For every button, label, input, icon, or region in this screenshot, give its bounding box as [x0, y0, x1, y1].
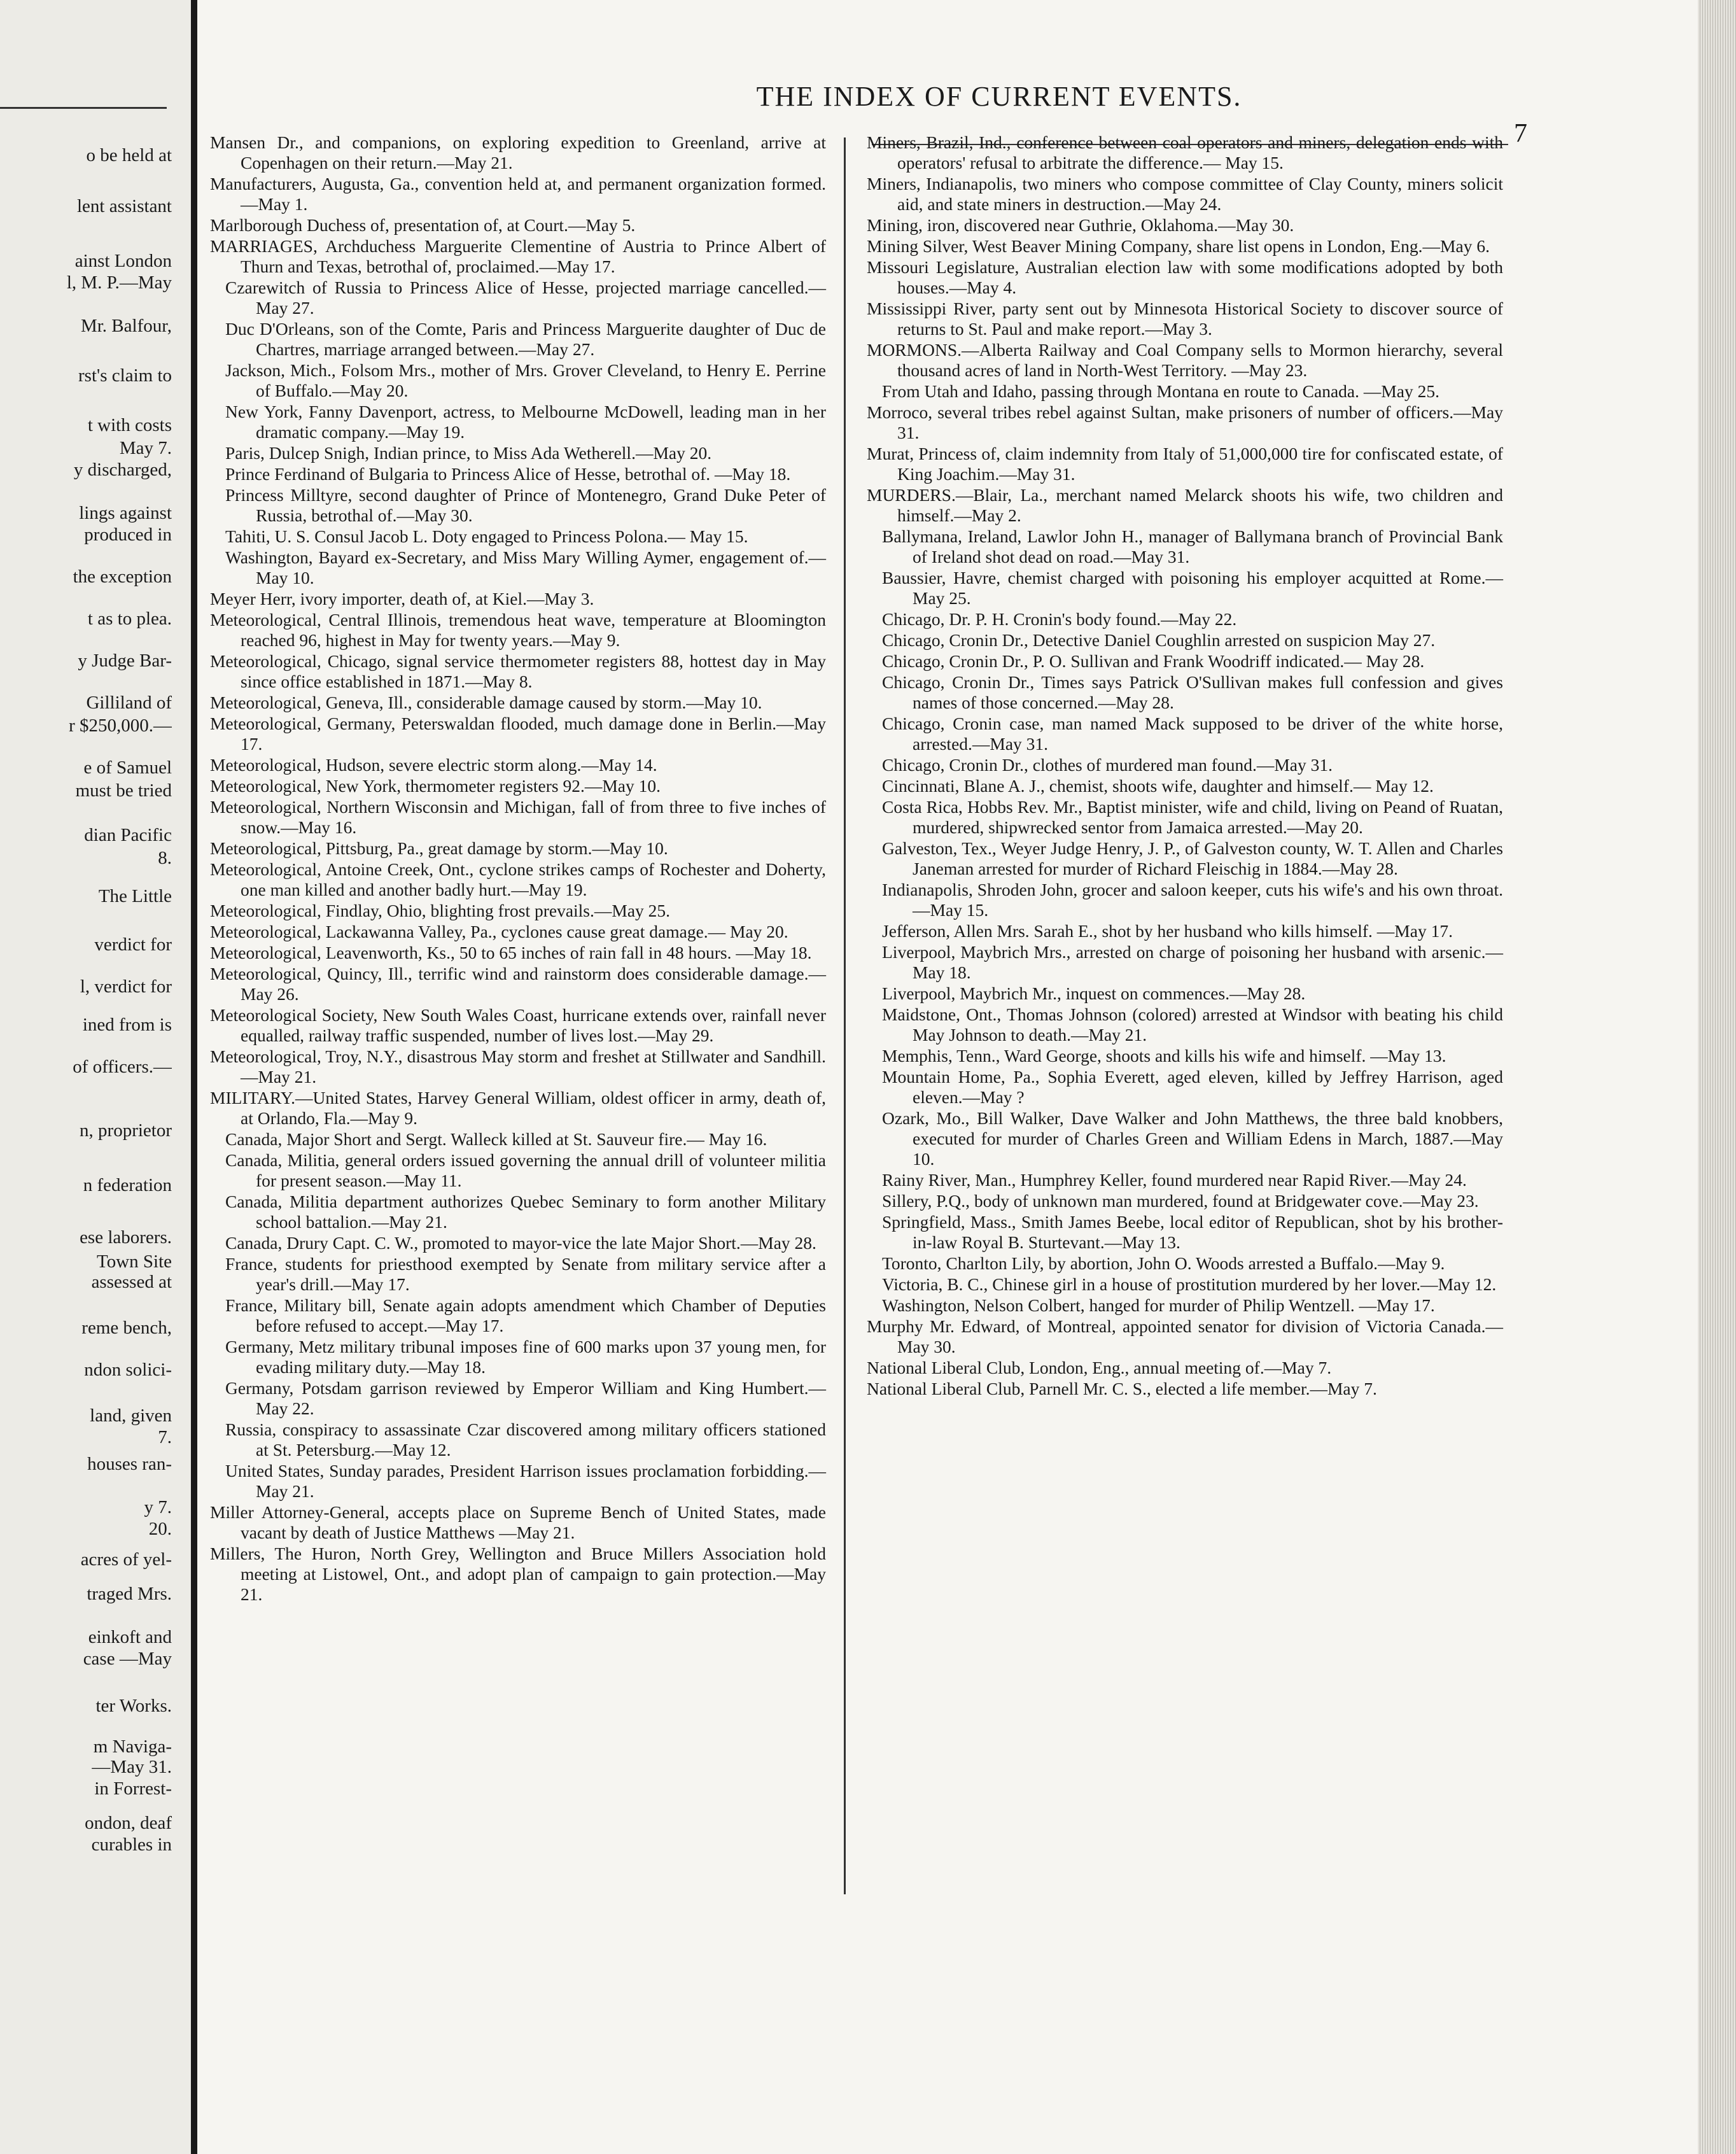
index-entry: MURDERS.—Blair, La., merchant named Melarck shoots his wife, two children and himself.—May 2. — [867, 485, 1503, 525]
index-entry: France, Military bill, Senate again adopts amendment which Chamber of Deputies before refused to accept.—May 17. — [225, 1295, 826, 1335]
index-entry: Washington, Bayard ex-Secretary, and Miss Mary Willing Aymer, engagement of.—May 10. — [225, 547, 826, 588]
facing-page-line: May 7. — [119, 438, 172, 458]
index-entry: MILITARY.—United States, Harvey General William, oldest officer in army, death of, at Orlando, Fla.—May 9. — [210, 1088, 826, 1128]
facing-page-line: y Judge Bar- — [78, 651, 172, 671]
index-entry: Maidstone, Ont., Thomas Johnson (colored) arrested at Windsor with beating his child May Johnson to death.—May 21. — [882, 1004, 1503, 1045]
facing-page-line: in Forrest- — [94, 1778, 172, 1799]
facing-page-line: case —May — [83, 1649, 172, 1669]
book-page-edges — [1698, 0, 1736, 2154]
index-entry: Jefferson, Allen Mrs. Sarah E., shot by her husband who kills himself. —May 17. — [882, 921, 1453, 941]
index-entry: Meteorological Society, New South Wales Coast, hurricane extends over, rainfall never equalled, railway traffic suspended, number of lives lost.—May 29. — [210, 1005, 826, 1045]
facing-page-line: 20. — [148, 1519, 172, 1539]
index-entry: Victoria, B. C., Chinese girl in a house of prostitution murdered by her lover.—May 12. — [882, 1274, 1497, 1294]
facing-page-line: Town Site — [97, 1251, 172, 1272]
index-entry: Tahiti, U. S. Consul Jacob L. Doty engaged to Princess Polona.— May 15. — [225, 526, 748, 546]
index-entry: United States, Sunday parades, President Harrison issues proclamation forbidding.—May 21. — [225, 1461, 826, 1501]
index-entry: Meteorological, New York, thermometer registers 92.—May 10. — [210, 776, 661, 796]
facing-page-line: of officers.— — [73, 1057, 172, 1077]
facing-page-line: lings against — [79, 503, 172, 523]
index-entry: Meteorological, Central Illinois, tremendous heat wave, temperature at Bloomington reached 96, highest in May for twenty years.—May 9. — [210, 610, 826, 650]
index-entry: Meteorological, Quincy, Ill., terrific wind and rainstorm does considerable damage.—May 26. — [210, 964, 826, 1004]
index-entry: Indianapolis, Shroden John, grocer and saloon keeper, cuts his wife's and his own throat.—May 15. — [882, 880, 1503, 920]
facing-page-line: land, given — [90, 1405, 172, 1426]
facing-page-line: ondon, deaf — [85, 1813, 172, 1833]
index-entry: Mining, iron, discovered near Guthrie, Oklahoma.—May 30. — [867, 215, 1294, 235]
index-entry: Liverpool, Maybrich Mr., inquest on commences.—May 28. — [882, 983, 1306, 1003]
index-entry: Ozark, Mo., Bill Walker, Dave Walker and John Matthews, the three bald knobbers, executed for murder of Charles Green and William Edens in March, 1887.—May 10. — [882, 1108, 1503, 1169]
facing-page-line: 8. — [158, 848, 172, 868]
facing-page-line: y 7. — [144, 1497, 172, 1517]
index-entry: Mountain Home, Pa., Sophia Everett, aged eleven, killed by Jeffrey Harrison, aged eleven.—May ? — [882, 1067, 1503, 1107]
index-entry: Meyer Herr, ivory importer, death of, at Kiel.—May 3. — [210, 589, 594, 609]
index-entry: Meteorological, Leavenworth, Ks., 50 to 65 inches of rain fall in 48 hours. —May 18. — [210, 943, 812, 962]
facing-page-line: e of Samuel — [83, 757, 172, 778]
index-entry: Germany, Metz military tribunal imposes fine of 600 marks upon 37 young men, for evading military duty.—May 18. — [225, 1337, 826, 1377]
index-entry: From Utah and Idaho, passing through Montana en route to Canada. —May 25. — [882, 381, 1440, 401]
index-entry: Meteorological, Lackawanna Valley, Pa., cyclones cause great damage.— May 20. — [210, 922, 788, 941]
facing-page-line: ndon solici- — [84, 1360, 172, 1380]
index-entry: Germany, Potsdam garrison reviewed by Emperor William and King Humbert.—May 22. — [225, 1378, 826, 1418]
index-entry: Princess Milltyre, second daughter of Prince of Montenegro, Grand Duke Peter of Russia, betrothal of.—May 30. — [225, 485, 826, 525]
index-entry: Sillery, P.Q., body of unknown man murdered, found at Bridgewater cove.—May 23. — [882, 1191, 1479, 1211]
facing-page-line: n federation — [83, 1175, 172, 1195]
index-entry: Mississippi River, party sent out by Minnesota Historical Society to discover source of returns to St. Paul and make report.—May 3. — [867, 299, 1503, 339]
index-entry: Canada, Major Short and Sergt. Walleck killed at St. Sauveur fire.— May 16. — [225, 1129, 767, 1149]
index-column-left — [210, 132, 826, 1605]
facing-page-line: einkoft and — [88, 1627, 172, 1647]
facing-page-line: produced in — [84, 524, 172, 545]
index-entry: Jackson, Mich., Folsom Mrs., mother of Mrs. Grover Cleveland, to Henry E. Perrine of Buffalo.—May 20. — [225, 360, 826, 400]
index-entry: Russia, conspiracy to assassinate Czar discovered among military officers stationed at St. Petersburg.—May 12. — [225, 1419, 826, 1460]
facing-page-rule — [0, 107, 167, 109]
index-entry: New York, Fanny Davenport, actress, to Melbourne McDowell, leading man in her dramatic company.—May 19. — [225, 402, 826, 442]
facing-page-line: y discharged, — [73, 460, 172, 480]
index-entry: Canada, Drury Capt. C. W., promoted to mayor-vice the late Major Short.—May 28. — [225, 1233, 816, 1253]
index-entry: Prince Ferdinand of Bulgaria to Princess Alice of Hesse, betrothal of. —May 18. — [225, 464, 791, 484]
index-entry: Murphy Mr. Edward, of Montreal, appointed senator for division of Victoria Canada.—May 30. — [867, 1316, 1503, 1356]
facing-page-line: houses ran- — [87, 1454, 172, 1474]
index-entry: Meteorological, Antoine Creek, Ont., cyclone strikes camps of Rochester and Doherty, one man killed and another badly hurt.—May 19. — [210, 859, 826, 899]
facing-page-line: Mr. Balfour, — [80, 316, 172, 336]
index-entry: Miners, Brazil, Ind., conference between coal operators and miners, delegation ends with operators' refusal to arbitrate the difference.— May 15. — [867, 132, 1503, 172]
index-entry: National Liberal Club, Parnell Mr. C. S., elected a life member.—May 7. — [867, 1379, 1377, 1398]
index-entry: Meteorological, Geneva, Ill., considerable damage caused by storm.—May 10. — [210, 693, 762, 712]
index-entry: Mansen Dr., and companions, on exploring expedition to Greenland, arrive at Copenhagen on their return.—May 21. — [210, 132, 826, 172]
facing-page-line: must be tried — [75, 780, 172, 801]
facing-page-line: lent assistant — [76, 196, 172, 216]
index-entry: Memphis, Tenn., Ward George, shoots and kills his wife and himself. —May 13. — [882, 1046, 1446, 1066]
index-entry: Cincinnati, Blane A. J., chemist, shoots wife, daughter and himself.— May 12. — [882, 776, 1434, 796]
index-entry: Costa Rica, Hobbs Rev. Mr., Baptist minister, wife and child, living on Peand of Ruatan, murdered, shipwrecked sentor from Jamaica arrested.—May 20. — [882, 797, 1503, 837]
index-entry: Canada, Militia department authorizes Quebec Seminary to form another Military school battalion.—May 21. — [225, 1192, 826, 1232]
index-entry: Miller Attorney-General, accepts place on Supreme Bench of United States, made vacant by death of Justice Matthews —May 21. — [210, 1502, 826, 1542]
index-entry: Murat, Princess of, claim indemnity from Italy of 51,000,000 tire for confiscated estate, of King Joachim.—May 31. — [867, 444, 1503, 484]
index-entry: Missouri Legislature, Australian election law with some modifications adopted by both houses.—May 4. — [867, 257, 1503, 297]
facing-page-fragment — [0, 0, 191, 2154]
facing-page-line: ined from is — [82, 1015, 172, 1035]
index-entry: Chicago, Cronin Dr., P. O. Sullivan and Frank Woodriff indicated.— May 28. — [882, 651, 1425, 671]
index-entry: Meteorological, Germany, Peterswaldan flooded, much damage done in Berlin.—May 17. — [210, 714, 826, 754]
index-entry: Meteorological, Northern Wisconsin and Michigan, fall of from three to five inches of snow.—May 16. — [210, 797, 826, 837]
facing-page-line: ese laborers. — [80, 1227, 172, 1248]
index-entry: Manufacturers, Augusta, Ga., convention held at, and permanent organization formed.—May 1. — [210, 174, 826, 214]
index-entry: Meteorological, Chicago, signal service thermometer registers 88, hottest day in May since office established in 1871.—May 8. — [210, 651, 826, 691]
index-entry: Czarewitch of Russia to Princess Alice of Hesse, projected marriage cancelled.—May 27. — [225, 278, 826, 318]
index-entry: Rainy River, Man., Humphrey Keller, found murdered near Rapid River.—May 24. — [882, 1170, 1467, 1190]
index-entry: Morroco, several tribes rebel against Sultan, make prisoners of number of officers.—May 31. — [867, 402, 1503, 442]
index-entry: Chicago, Cronin Dr., clothes of murdered man found.—May 31. — [882, 755, 1333, 775]
facing-page-line: l, M. P.—May — [66, 272, 172, 293]
index-entry: MORMONS.—Alberta Railway and Coal Company sells to Mormon hierarchy, several thousand acres of land in North-West Territory. —May 23. — [867, 340, 1503, 380]
facing-page-line: dian Pacific — [84, 825, 172, 845]
index-entry: Chicago, Dr. P. H. Cronin's body found.—May 22. — [882, 609, 1237, 629]
index-entry: Canada, Militia, general orders issued governing the annual drill of volunteer militia for present season.—May 11. — [225, 1150, 826, 1190]
facing-page-line: the exception — [73, 567, 172, 587]
facing-page-line: —May 31. — [92, 1757, 172, 1777]
index-entry: Meteorological, Findlay, Ohio, blighting frost prevails.—May 25. — [210, 901, 671, 920]
facing-page-line: ainst London — [74, 251, 172, 271]
index-entry: Chicago, Cronin Dr., Times says Patrick O'Sullivan makes full confession and gives names of those concerned.—May 28. — [882, 672, 1503, 712]
index-entry: Galveston, Tex., Weyer Judge Henry, J. P., of Galveston county, W. T. Allen and Charles Janeman arrested for murder of Richard Fleischig in 1884.—May 28. — [882, 838, 1503, 878]
facing-page-line: 7. — [158, 1427, 172, 1447]
index-entry: National Liberal Club, London, Eng., annual meeting of.—May 7. — [867, 1358, 1332, 1377]
index-entry: Toronto, Charlton Lily, by abortion, John O. Woods arrested a Buffalo.—May 9. — [882, 1253, 1445, 1273]
page-title: THE INDEX OF CURRENT EVENTS. — [756, 81, 1242, 112]
facing-page-line: curables in — [91, 1834, 172, 1855]
facing-page-line: m Naviga- — [93, 1736, 172, 1757]
index-page — [197, 0, 1698, 2154]
facing-page-line: assessed at — [91, 1272, 172, 1292]
facing-page-line: o be held at — [86, 145, 172, 165]
index-entry: Miners, Indianapolis, two miners who compose committee of Clay County, miners solicit aid, and state miners in destruction.—May 24. — [867, 174, 1503, 214]
facing-page-line: t as to plea. — [87, 609, 172, 629]
facing-page-line: t with costs — [87, 415, 172, 435]
index-entry: Liverpool, Maybrich Mrs., arrested on charge of poisoning her husband with arsenic.—May 18. — [882, 942, 1503, 982]
index-entry: Ballymana, Ireland, Lawlor John H., manager of Ballymana branch of Provincial Bank of Ireland shot dead on road.—May 31. — [882, 526, 1503, 567]
facing-page-line: ter Works. — [95, 1696, 172, 1716]
facing-page-line: acres of yel- — [80, 1549, 172, 1570]
facing-page-line: r $250,000.— — [69, 715, 172, 736]
index-entry: MARRIAGES, Archduchess Marguerite Clementine of Austria to Prince Albert of Thurn and Texas, betrothal of, proclaimed.—May 17. — [210, 236, 826, 276]
index-column-right — [867, 132, 1503, 1400]
index-entry: Springfield, Mass., Smith James Beebe, local editor of Republican, shot by his brother-in-law Royal B. Sturtevant.—May 13. — [882, 1212, 1503, 1252]
index-entry: Chicago, Cronin Dr., Detective Daniel Coughlin arrested on suspicion May 27. — [882, 630, 1436, 650]
index-entry: Washington, Nelson Colbert, hanged for murder of Philip Wentzell. —May 17. — [882, 1295, 1435, 1315]
index-entry: Duc D'Orleans, son of the Comte, Paris and Princess Marguerite daughter of Duc de Chartres, marriage arranged between.—May 27. — [225, 319, 826, 359]
column-divider — [844, 137, 846, 1894]
facing-page-line: verdict for — [94, 934, 172, 955]
index-entry: Millers, The Huron, North Grey, Wellington and Bruce Millers Association hold meeting at Listowel, Ont., and adopt plan of campaign to gain protection.—May 21. — [210, 1544, 826, 1604]
index-entry: Paris, Dulcep Snigh, Indian prince, to Miss Ada Wetherell.—May 20. — [225, 443, 712, 463]
facing-page-line: Gilliland of — [86, 693, 172, 713]
index-entry: France, students for priesthood exempted by Senate from military service after a year's drill.—May 17. — [225, 1254, 826, 1294]
index-entry: Meteorological, Troy, N.Y., disastrous May storm and freshet at Stillwater and Sandhill.—May 21. — [210, 1046, 826, 1087]
facing-page-line: The Little — [98, 886, 172, 906]
book-gutter — [191, 0, 197, 2154]
index-entry: Meteorological, Pittsburg, Pa., great damage by storm.—May 10. — [210, 838, 668, 858]
index-entry: Mining Silver, West Beaver Mining Company, share list opens in London, Eng.—May 6. — [867, 236, 1490, 256]
facing-page-line: l, verdict for — [80, 976, 172, 997]
page-number: 7 — [1514, 119, 1527, 148]
facing-page-line: reme bench, — [81, 1318, 172, 1338]
index-entry: Marlborough Duchess of, presentation of, at Court.—May 5. — [210, 215, 636, 235]
index-entry: Meteorological, Hudson, severe electric storm along.—May 14. — [210, 755, 657, 775]
index-entry: Chicago, Cronin case, man named Mack supposed to be driver of the white horse, arrested.—May 31. — [882, 714, 1503, 754]
facing-page-line: rst's claim to — [78, 365, 172, 386]
facing-page-line: n, proprietor — [80, 1120, 172, 1141]
index-entry: Baussier, Havre, chemist charged with poisoning his employer acquitted at Rome.—May 25. — [882, 568, 1503, 608]
facing-page-line: traged Mrs. — [87, 1584, 172, 1604]
